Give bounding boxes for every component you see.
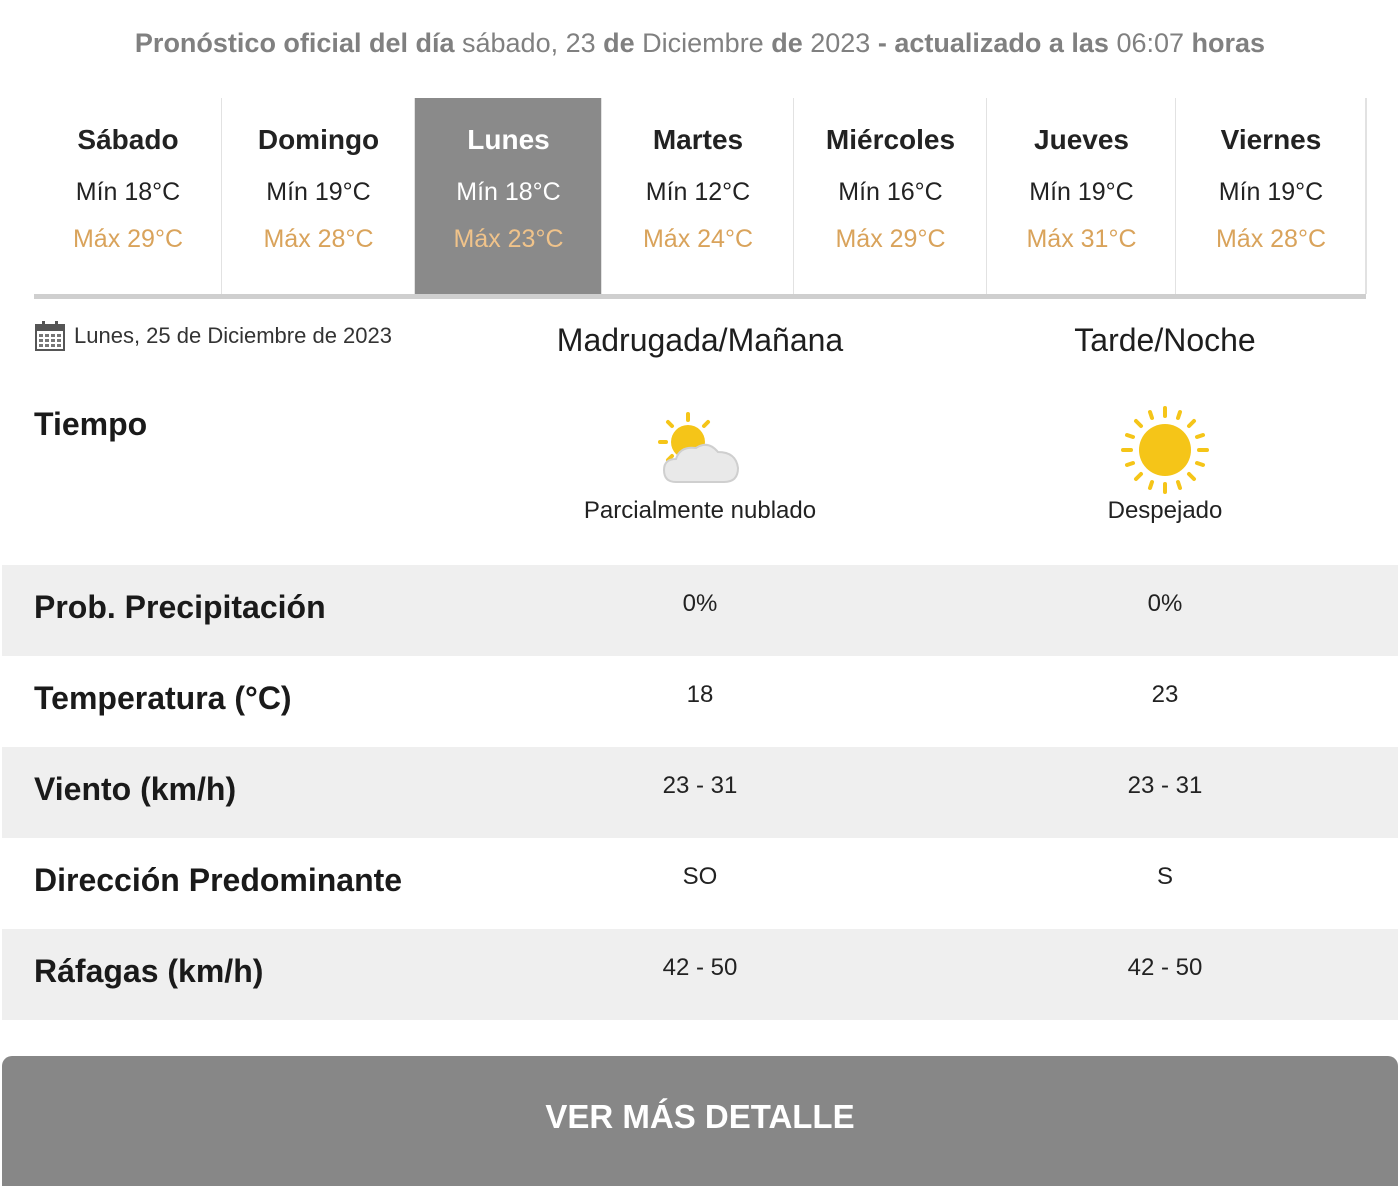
row-value-afternoon: 23 [1151,681,1179,708]
day-name: Lunes [467,124,550,155]
row-value-morning: 0% [682,590,718,617]
subtitle-time: 06:07 [1116,28,1185,58]
day-min-temp: Mín 18°C [75,178,181,206]
day-min-temp: Mín 19°C [1218,178,1324,206]
day-min-temp: Mín 12°C [645,178,751,206]
row-label: Temperatura (°C) [34,680,292,716]
row-label: Ráfagas (km/h) [34,953,264,989]
row-value-afternoon: S [1156,863,1173,890]
column-header-afternoon: Tarde/Noche [1074,322,1256,358]
day-min-temp: Mín 19°C [266,178,371,206]
day-tab-lunes[interactable] [415,98,602,294]
day-name: Domingo [257,124,380,155]
day-name: Jueves [1034,124,1129,155]
table-row-wind [2,747,1398,838]
row-value-morning: 42 - 50 [662,954,738,981]
table-row-temperature [2,656,1398,747]
day-tab-jueves[interactable] [987,98,1176,294]
day-min-temp: Mín 19°C [1029,178,1134,206]
row-label: Dirección Predominante [34,862,403,898]
day-max-temp: Máx 23°C [453,225,564,253]
day-max-temp: Máx 24°C [642,225,754,253]
day-tab-miercoles[interactable] [794,98,987,294]
day-max-temp: Máx 28°C [263,225,374,253]
day-name: Viernes [1220,124,1322,155]
day-max-temp: Máx 29°C [72,225,184,253]
day-max-temp: Máx 28°C [1215,225,1327,253]
subtitle-de: de [603,28,635,58]
row-value-afternoon: 42 - 50 [1127,954,1203,981]
subtitle-updated: - actualizado a las [877,28,1109,58]
day-min-temp: Mín 16°C [838,178,943,206]
subtitle-prefix: Pronóstico oficial del día [134,28,455,58]
subtitle-de: de [771,28,803,58]
row-label: Viento (km/h) [34,771,237,807]
day-tab-martes[interactable] [602,98,794,294]
day-tab-sabado[interactable] [34,98,222,294]
weather-description: Despejado [1107,497,1223,524]
row-value-morning: SO [682,863,718,890]
day-name: Miércoles [825,124,956,155]
selected-date [34,320,392,352]
subtitle-month: Diciembre [642,28,764,58]
row-value-morning: 23 - 31 [662,772,738,799]
column-header-morning: Madrugada/Mañana [556,322,844,358]
day-name: Sábado [77,124,179,155]
forecast-table [2,565,1398,1020]
subtitle-horas: horas [1191,28,1266,58]
day-tab-domingo[interactable] [222,98,415,294]
calendar-icon [34,320,66,352]
day-tab-viernes[interactable] [1176,98,1366,294]
tiempo-label: Tiempo [34,406,148,442]
forecast-subtitle [0,28,1400,59]
weather-afternoon [935,405,1395,525]
tabs-divider [1365,98,1367,294]
page-title-cropped [0,0,1400,4]
day-max-temp: Máx 29°C [835,225,946,253]
more-details-button[interactable]: VER MÁS DETALLE [2,1056,1398,1186]
subtitle-year: 2023 [810,28,871,58]
weather-morning [470,405,930,525]
partly-cloudy-icon [654,410,746,490]
table-row-precipitation [2,565,1398,656]
row-label: Prob. Precipitación [34,589,326,625]
row-value-afternoon: 23 - 31 [1127,772,1203,799]
day-min-temp: Mín 18°C [456,178,561,206]
table-row-direction [2,838,1398,929]
day-max-temp: Máx 31°C [1026,225,1137,253]
row-value-morning: 18 [686,681,714,708]
subtitle-weekday: sábado, 23 [462,28,596,58]
table-row-gusts [2,929,1398,1020]
row-value-afternoon: 0% [1147,590,1183,617]
sunny-icon [1120,405,1210,495]
date-text: Lunes, 25 de Diciembre de 2023 [74,323,392,348]
day-tabs [34,98,1366,299]
day-name: Martes [652,124,744,155]
weather-description: Parcialmente nublado [583,497,817,524]
